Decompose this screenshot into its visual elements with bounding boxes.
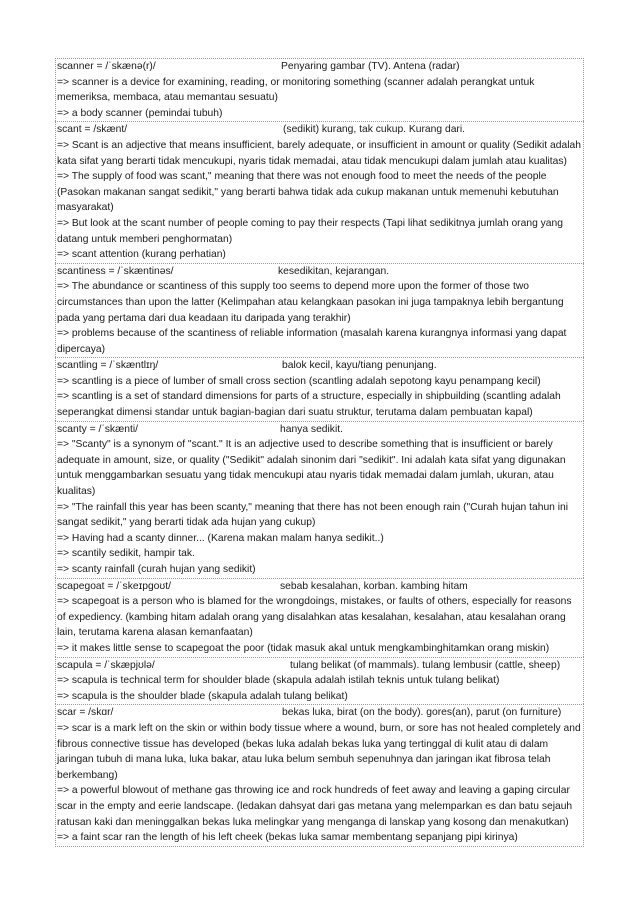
example-line: => problems because of the scantiness of reliable information (masalah karena kurangnya informasi yang dapat dipercaya)	[57, 328, 567, 355]
example-line: => Scant is an adjective that means insufficient, barely adequate, or insufficient in amount or quality (Sedikit adalah kata sifat yang berarti tidak mencukupi, nyaris tidak memadai, atau tidak mencukupi dalam jumlah atau kualitas)	[57, 139, 581, 167]
entry-translation: balok kecil, kayu/tiang penunjang.	[282, 360, 437, 372]
entry-translation: (sedikit) kurang, tak cukup. Kurang dari.	[283, 124, 466, 136]
example-line: => scapula is technical term for shoulder blade (skapula adalah istilah teknis untuk tulang belikat)	[57, 675, 500, 687]
entry-translation: tulang belikat (of mammals). tulang lembusir (cattle, sheep)	[290, 659, 561, 671]
dictionary-entry	[55, 421, 584, 578]
dictionary-entry	[55, 121, 584, 262]
example-line: => scar is a mark left on the skin or within body tissue where a wound, burn, or sore has not healed completely and fibrous connective tissue has developed (bekas luka adalah bekas luka yang tertinggal di kulit atau di dalam jaringan tubuh di mana luka, luka bakar, atau luka belum sembuh sepenuhnya dan jaringan ikat fibrosa telah berkembang)	[57, 722, 581, 781]
entry-translation: hanya sedikit.	[280, 423, 343, 435]
example-line: => scapula is the shoulder blade (skapula adalah tulang belikat)	[57, 690, 348, 702]
example-line: => it makes little sense to scapegoat the poor (tidak masuk akal untuk mengkambinghitamkan orang miskin)	[57, 642, 550, 654]
example-line: => Having had a scanty dinner... (Karena makan malam hanya sedikit..)	[57, 532, 384, 544]
example-line: => But look at the scant number of people coming to pay their respects (Tapi lihat sedikitnya jumlah orang yang datang untuk memberi penghormatan)	[57, 217, 563, 245]
example-line: => a powerful blowout of methane gas throwing ice and rock hundreds of feet away and leaving a gaping circular scar in the empty and eerie landscape. (ledakan dahsyat dari gas metana yang melemparkan es dan batu sejauh ratusan kaki dan meninggalkan bekas luka melingkar yang menganga di lanskap yang kosong dan menakutkan)	[57, 785, 573, 828]
example-line: => scantling is a piece of lumber of small cross section (scantling adalah sepotong kayu penampang kecil)	[57, 375, 541, 387]
example-line: => "Scanty" is a synonym of "scant." It is an adjective used to describe something that is insufficient or barely adequate in amount, size, or quality ("Sedikit" adalah sinonim dari "sedikit". Ini adalah kata sifat yang digunakan untuk menggambarkan sesuatu yang tidak mencukupi atau nyaris tidak memadai dalam jumlah, ukuran, atau kualitas)	[57, 439, 566, 498]
entry-translation: bekas luka, birat (on the body). gores(an), parut (on furniture)	[282, 707, 562, 719]
entry-header	[57, 422, 582, 438]
example-line: => scapegoat is a person who is blamed for the wrongdoings, mistakes, or faults of others, especially for reasons of expediency. (kambing hitam adalah orang yang disalahkan atas kesalahan, kesalahan, atau kesalahan orang lain, terutama karena alasan kemanfaatan)	[57, 596, 572, 639]
entry-header	[57, 122, 582, 138]
dictionary-entry	[55, 263, 584, 358]
entry-translation: kesedikitan, kejarangan.	[278, 265, 390, 277]
example-line: => The supply of food was scant," meaning that there was not enough food to meet the needs of the people (Pasokan makanan sangat sedikit," yang berarti bahwa tidak ada cukup makanan untuk memenuhi kebutuhan masyarakat)	[57, 171, 559, 214]
entry-header	[57, 358, 582, 374]
entry-headword: scar = /skɑr/	[57, 707, 114, 719]
entry-header	[57, 579, 582, 595]
entry-headword: scantiness = /ˈskæntinəs/	[57, 265, 174, 277]
entry-headword: scantling = /ˈskæntlɪŋ/	[57, 360, 159, 372]
dictionary-entry	[55, 704, 584, 846]
dictionary-page	[55, 58, 584, 847]
entry-headword: scanner = /ˈskænə(r)/	[57, 61, 156, 72]
example-line: => a faint scar ran the length of his left cheek (bekas luka samar membentang sepanjang pipi kirinya)	[57, 832, 518, 844]
entry-header	[57, 705, 582, 721]
dictionary-entry	[55, 657, 584, 705]
entry-list	[55, 58, 584, 847]
entry-header	[57, 658, 582, 674]
example-line: => The abundance or scantiness of this supply too seems to depend more upon the former of those two circumstances than upon the latter (Kelimpahan atau kelangkaan pasokan ini juga tampaknya lebih bergantung pada yang pertama dari dua keadaan itu daripada yang terakhir)	[57, 281, 564, 324]
example-line: => scantling is a set of standard dimensions for parts of a structure, especially in shipbuilding (scantling adalah seperangkat dimensi standar untuk bagian-bagian dari suatu struktur, terutama dalam pembuatan kapal)	[57, 391, 561, 419]
entry-translation: sebab kesalahan, korban. kambing hitam	[280, 580, 468, 592]
dictionary-entry	[55, 58, 584, 121]
example-line: => scantily sedikit, hampir tak.	[57, 548, 195, 560]
entry-headword: scanty = /ˈskænti/	[57, 423, 138, 435]
dictionary-entry	[55, 357, 584, 420]
entry-headword: scant = /skænt/	[57, 124, 128, 136]
example-line: => scanty rainfall (curah hujan yang sedikit)	[57, 564, 256, 575]
entry-header	[57, 264, 582, 280]
entry-header	[57, 59, 582, 75]
example-line: => scant attention (kurang perhatian)	[57, 249, 226, 261]
entry-headword: scapegoat = /ˈskeɪpgoʊt/	[57, 580, 171, 592]
dictionary-entry	[55, 578, 584, 657]
example-line: => "The rainfall this year has been scanty," meaning that there has not been enough rain ("Curah hujan tahun ini sangat sedikit," yang berarti tidak ada hujan yang cukup)	[57, 501, 569, 529]
example-line: => scanner is a device for examining, reading, or monitoring something (scanner adalah perangkat untuk memeriksa, membaca, atau memantau sesuatu)	[57, 76, 535, 104]
entry-translation: Penyaring gambar (TV). Antena (radar)	[281, 61, 460, 72]
entry-headword: scapula = /ˈskæpjʊlə/	[57, 659, 155, 671]
example-line: => a body scanner (pemindai tubuh)	[57, 107, 223, 119]
